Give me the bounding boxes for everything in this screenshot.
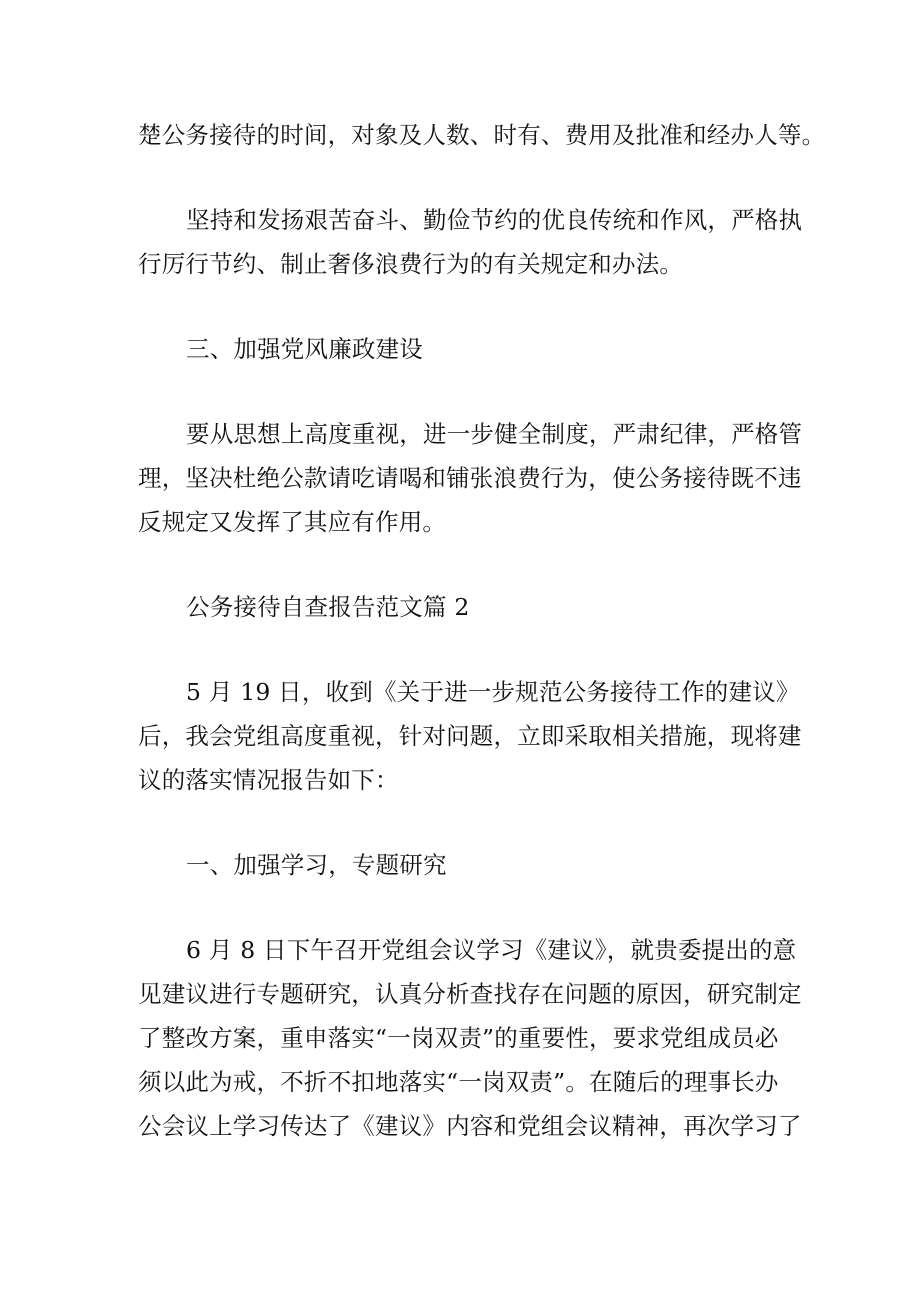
paragraph-line: 见建议进行专题研究，认真分析查找存在问题的原因，研究制定 [138, 980, 802, 1008]
paragraph-line: 须以此为戒，不折不扣地落实“一岗双责”。在随后的理事长办 [138, 1068, 779, 1096]
section-heading: 三、加强党风廉政建设 [186, 335, 423, 363]
paragraph-line: 要从思想上高度重视，进一步健全制度，严肃纪律，严格管 [186, 420, 803, 448]
paragraph-line: 议的落实情况报告如下： [138, 766, 399, 794]
paragraph-line: 了整改方案，重申落实“一岗双责”的重要性，要求党组成员必 [138, 1024, 779, 1052]
section-heading: 一、加强学习，专题研究 [186, 851, 447, 879]
paragraph-line: 楚公务接待的时间，对象及人数、时有、费用及批准和经办人等。 [138, 121, 826, 149]
paragraph-line: 6 月 8 日下午召开党组会议学习《建议》，就贵委提出的意 [186, 936, 797, 964]
paragraph-line: 坚持和发扬艰苦奋斗、勤俭节约的优良传统和作风，严格执 [186, 206, 803, 234]
paragraph-line: 行厉行节约、制止奢侈浪费行为的有关规定和办法。 [138, 250, 684, 278]
paragraph-line: 5 月 19 日，收到《关于进一步规范公务接待工作的建议》 [186, 678, 800, 706]
paragraph-line: 公会议上学习传达了《建议》内容和党组会议精神，再次学习了 [138, 1112, 802, 1140]
article-title: 公务接待自查报告范文篇 2 [186, 593, 470, 621]
paragraph-line: 后，我会党组高度重视，针对问题，立即采取相关措施，现将建 [138, 722, 802, 750]
paragraph-line: 理，坚决杜绝公款请吃请喝和铺张浪费行为，使公务接待既不违 [138, 464, 802, 492]
paragraph-line: 反规定又发挥了其应有作用。 [138, 508, 447, 536]
